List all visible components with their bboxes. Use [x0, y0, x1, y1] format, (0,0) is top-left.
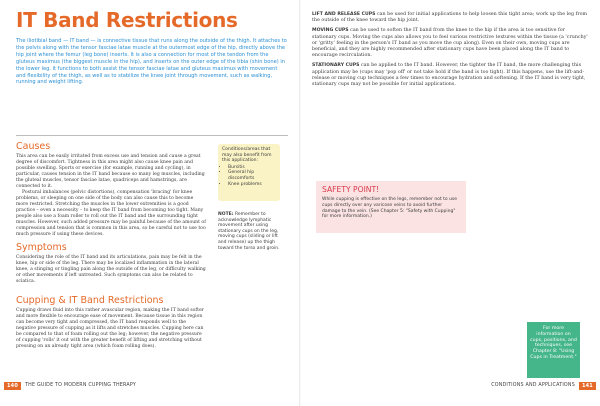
- sidebar-item-knee: • Knee problems: [228, 182, 276, 188]
- note-box: [218, 212, 284, 251]
- moving-cups-text: can be used to soften the IT band from the knee to the hip if the area is too sensitive for stationary cups. Moving the cups also allows you to feel various restrictive textures within the tissue (a 'crunchy' or 'gritty' feeling in the person's IT band as you move the cup along). Even on their own, moving cups are beneficial, and they are highly recommended after stationary cups have been placed along the IT band to encourage recirculation.: [312, 28, 588, 59]
- right-footer: [491, 381, 596, 390]
- cupping-heading: Cupping & IT Band Restrictions: [16, 295, 164, 306]
- sidebar-list: [222, 165, 276, 187]
- lift-release-text: can be used for initial applications to help loosen this tight area; work up the leg from the outside of the knee toward the hip joint.: [312, 12, 588, 24]
- moving-cups-lead: MOVING CUPS: [312, 28, 349, 34]
- causes-paragraph-1: This area can be easily irritated from excess use and tension and cause a great degree of discomfort. Tightness in this area might also cause knee pain and possible swelling. Sports or exercise (for example, running and cycling), in particular, causes tension in the IT band because so many leg muscles, including the gluteal muscles, tensor fasciae latae, quadriceps and hamstrings, are connected to it.: [16, 154, 205, 189]
- sidebar-intro: Conditions/areas that may also benefit from this application:: [222, 147, 272, 164]
- more-info-box: For more information on cups, positions, and techniques, see Chapter 8: "Using Cups in Treatment.": [527, 322, 580, 378]
- safety-text: While cupping is effective on the legs, remember not to use cups directly over any varicose veins to avoid further damage to the vein. (See Chapter 5: "Safety with Cupping" for more information.): [322, 197, 458, 220]
- moving-cups-paragraph: [312, 28, 588, 59]
- lift-release-paragraph: [312, 12, 588, 24]
- stationary-cups-lead: STATIONARY CUPS: [312, 63, 360, 69]
- causes-body: [16, 154, 206, 238]
- conditions-sidebar: [218, 144, 280, 201]
- symptoms-heading: Symptoms: [16, 242, 67, 253]
- left-footer: [4, 381, 136, 390]
- left-running-title: THE GUIDE TO MODERN CUPPING THERAPY: [25, 383, 136, 388]
- note-label: NOTE:: [218, 212, 234, 217]
- stationary-cups-paragraph: [312, 63, 588, 88]
- left-page-number: 140: [4, 382, 21, 390]
- stationary-cups-text: can be applied to the IT band. However, the tighter the IT band, the more challenging this application may be (cups may 'pop off' or not take hold if the band is too tight). If this happens, use the lift-and-release or moving cup techniques a few times to encourage hydration and softening. If the IT band is very tight, stationary cups may not be possible for initial applications.: [312, 63, 586, 88]
- note-text: Remember to acknowledge lymphatic movement after using stationary cups on the leg, moving cups (sliding or lift and release) up the thigh toward the torso and groin.: [218, 212, 280, 251]
- sidebar-item-bursitis: • Bursitis: [228, 165, 276, 171]
- causes-paragraph-2: Postural imbalances (pelvic distortions), compensation 'bracing' for knee problems, or sleeping on one side of the body can also cause this to become more restricted. Stretching the muscles in the lower extremities is a good practice – even a necessity – to keep the IT band from becoming too tight. Many people also use a foam roller to roll out the IT band and the surrounding tight muscles. However, such added pressure may be painful because of the amount of compression and tension that is common in this area, so be careful not to use too much pressure if using these devices.: [16, 190, 206, 237]
- lift-release-lead: LIFT AND RELEASE CUPS: [312, 12, 376, 17]
- cupping-paragraph: Cupping draws fluid into this rather avascular region, making the IT band softer and more flexible to encourage ease of movement. Because tissue in this region can become very tight and compressed, the IT band responds well to the negative pressure of cupping as it lifts and stretches muscles. Cupping here can be compared to that of foam rolling out the leg; however, the negative pressure of cupping 'rolls' it out with the greater benefit of lifting and stretching without pressing on an already tight area (which foam rolling does).: [16, 308, 204, 349]
- page-gutter: [299, 0, 301, 406]
- cupping-body: [16, 308, 206, 350]
- safety-box: [316, 181, 466, 233]
- right-page-number: 141: [579, 382, 596, 390]
- symptoms-paragraph: Considering the role of the IT band and its articulations, pain may be felt in the knee, hip or side of the leg. There may be localized inflammation in the lateral knee, a stinging or tingling pain along the outside of the leg, or difficulty walking or other movements if left untreated. Such symptoms can also be related to sciatica.: [16, 255, 206, 284]
- symptoms-body: [16, 255, 206, 285]
- intro-paragraph: The iliotibial band — IT band — is connective tissue that runs along the outside of the thigh. It attaches to the pelvis along with the tensor fasciae latae muscle at the outermost edge of the hip, directly above the hip joint where the femur (leg bone) inserts. It is also a connection for most of the tendon from the gluteus maximus (the biggest muscle in the hip), and inserts on the outer edge of the tibia (shin bone) in the lower leg. It functions to both assist the tensor fasciae latae and gluteus maximus with movement and flexibility of the thigh, as well as to stabilize the knee joint through movement, such as walking, running and weight lifting.: [16, 38, 287, 86]
- sidebar-item-hip: • General hip discomforts: [228, 170, 276, 181]
- page-title: IT Band Restrictions: [16, 8, 238, 32]
- right-body: [312, 12, 588, 92]
- section-divider: [16, 135, 288, 136]
- causes-heading: Causes: [16, 141, 51, 152]
- right-running-title: CONDITIONS AND APPLICATIONS: [491, 383, 575, 388]
- safety-title: SAFETY POINT!: [322, 185, 380, 194]
